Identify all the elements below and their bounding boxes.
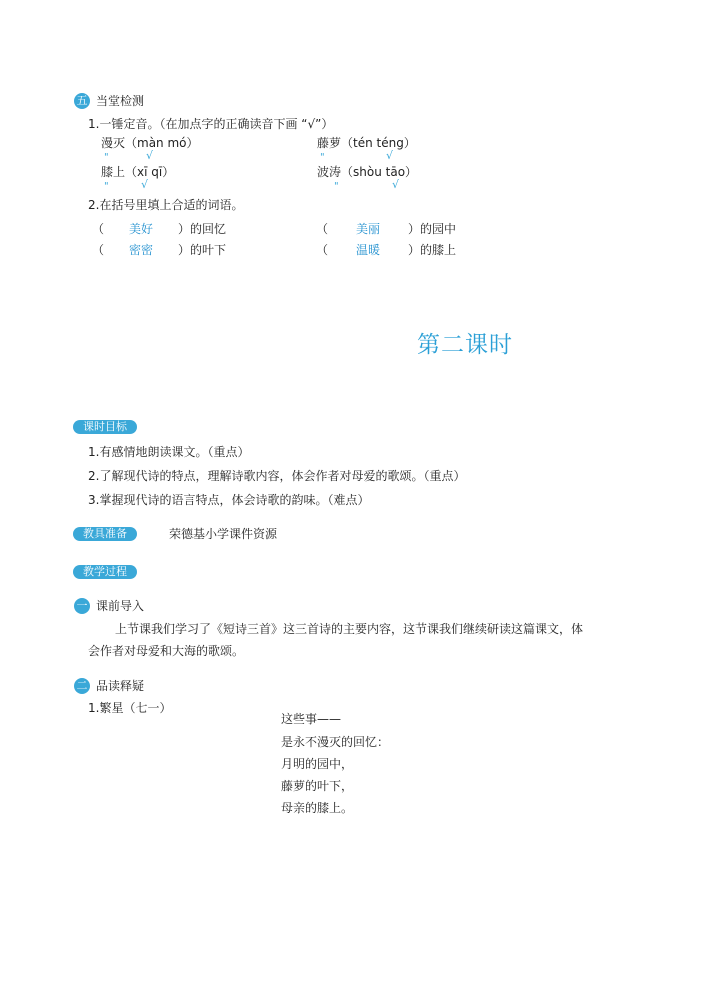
- tick-mark: √: [386, 149, 394, 162]
- poem-line: 月明的园中，: [281, 757, 354, 771]
- dot-mark: ": [334, 181, 339, 192]
- goal-item: 2.了解现代诗的特点，理解诗歌内容，体会作者对母爱的歌颂。（重点）: [88, 469, 466, 483]
- question-1: 1.一锤定音。（在加点字的正确读音下画 “√”）: [88, 117, 334, 131]
- part-heading: 品读释疑: [96, 679, 145, 693]
- tick-mark: √: [141, 178, 149, 191]
- fill-item: （ 密密 ）的叶下: [92, 243, 227, 257]
- pinyin-word: 藤萝（tén téng）: [317, 136, 416, 150]
- tools-value: 荣德基小学课件资源: [169, 527, 278, 541]
- poem-line: 这些事——: [281, 712, 342, 726]
- fill-answer: 美好: [129, 222, 154, 236]
- goal-item: 1.有感情地朗读课文。（重点）: [88, 445, 250, 459]
- fill-answer: 美丽: [356, 222, 381, 236]
- tick-mark: √: [146, 149, 154, 162]
- poem-line: 藤萝的叶下，: [281, 779, 354, 793]
- part-number-badge: 一: [74, 598, 90, 614]
- section-heading: 当堂检测: [96, 94, 145, 108]
- dot-mark: ": [320, 152, 325, 163]
- goals-label: 课时目标: [73, 420, 137, 434]
- pinyin-word: 膝上（xī qī）: [101, 165, 175, 179]
- part-heading: 课前导入: [96, 599, 145, 613]
- tools-label: 教具准备: [73, 527, 137, 541]
- fill-item: （ 美好 ）的回忆: [92, 222, 227, 236]
- part-number-badge: 二: [74, 678, 90, 694]
- fill-answer: 温暖: [356, 243, 381, 257]
- dot-mark: ": [104, 181, 109, 192]
- poem-line: 母亲的膝上。: [281, 801, 354, 815]
- section-number-badge: 五: [74, 93, 90, 109]
- fill-item: （ 温暖 ）的膝上: [316, 243, 457, 257]
- pinyin-word: 漫灭（màn mó）: [101, 136, 199, 150]
- process-label: 教学过程: [73, 565, 137, 579]
- pinyin-word: 波涛（shòu tāo）: [317, 165, 418, 179]
- goal-item: 3.掌握现代诗的语言特点，体会诗歌的韵味。（难点）: [88, 493, 370, 507]
- lesson-title: 第二课时: [417, 332, 513, 358]
- poem-title: 1.繁星（七一）: [88, 701, 172, 715]
- question-2: 2.在括号里填上合适的词语。: [88, 198, 244, 212]
- fill-item: （ 美丽 ）的园中: [316, 222, 457, 236]
- intro-text: 上节课我们学习了《短诗三首》这三首诗的主要内容，这节课我们继续研读这篇课文，体: [115, 622, 584, 636]
- dot-mark: ": [104, 152, 109, 163]
- fill-answer: 密密: [129, 243, 154, 257]
- poem-line: 是永不漫灭的回忆：: [281, 735, 390, 749]
- intro-text: 会作者对母爱和大海的歌颂。: [88, 644, 245, 658]
- tick-mark: √: [392, 178, 400, 191]
